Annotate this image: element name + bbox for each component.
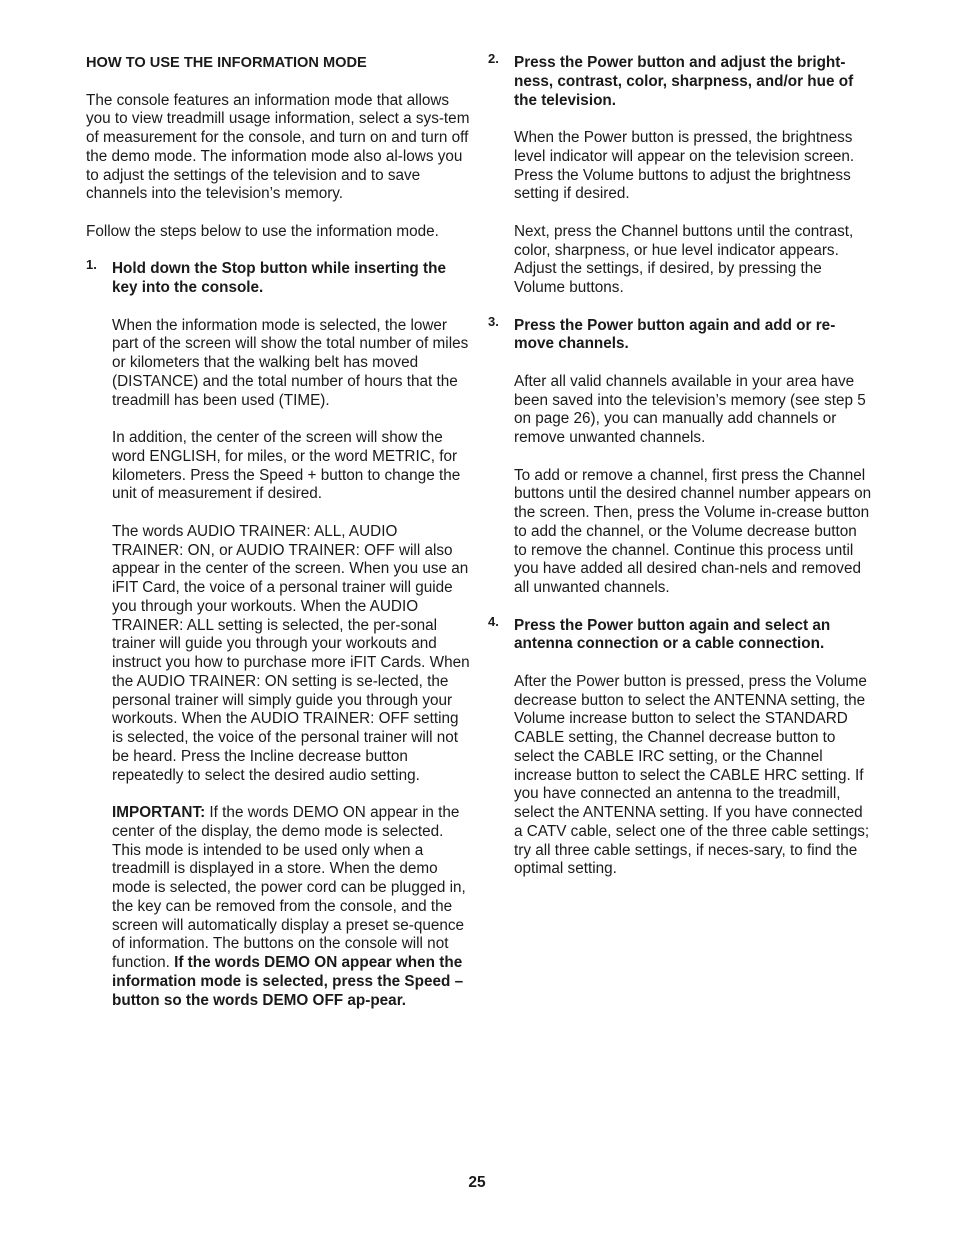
page-number: 25 <box>468 1174 486 1191</box>
step-body <box>514 673 873 879</box>
step-paragraph: After all valid channels available in your area have been saved into the television’s memory (see step 5 on page 26), you can manually add channels or remove unwanted channels. <box>514 372 866 446</box>
step-paragraph: To add or remove a channel, first press the Channel buttons until the desired channel number appears on the screen. Then, press the Volume in-crease button to add the channel, or the Volume decrease button to remove the channel. Continue this process until you have added all desired chan-nels and removed all unwanted channels. <box>514 466 872 596</box>
important-label: IMPORTANT: <box>112 804 206 821</box>
intro-paragraph: The console features an information mode that allows you to view treadmill usage information, select a sys-tem of measurement for the console, and turn on and turn off the demo mode. The information mode also al-lows you to adjust the settings of the television and to save channels into the television’s memory. <box>86 91 470 203</box>
left-column <box>86 54 470 1029</box>
follow-steps-text: Follow the steps below to use the information mode. <box>86 222 439 240</box>
step-paragraph: Next, press the Channel buttons until the contrast, color, sharpness, or hue level indicator appears. Adjust the settings, if desired, by pressing the Volume buttons. <box>514 222 854 296</box>
step-4 <box>488 613 873 880</box>
step-number: 4. <box>488 613 499 629</box>
step-number: 1. <box>86 257 97 273</box>
step-body <box>514 129 873 298</box>
step-title: Press the Power button again and add or re-move channels. <box>514 316 836 353</box>
important-text: If the words DEMO ON appear in the center of the display, the demo mode is selected. This mode is intended to be used only when a treadmill is displayed in a store. When the demo mode is selected, the power cord can be plugged in, the key can be removed from the console, and the screen will automatically display a preset se-quence of information. The buttons on the console will not function. <box>112 804 466 971</box>
step-title: Press the Power button and adjust the bright-ness, contrast, color, sharpness, and/or hue of the television. <box>514 54 854 109</box>
section-heading: HOW TO USE THE INFORMATION MODE <box>86 55 367 71</box>
right-column <box>488 51 873 898</box>
step-paragraph: In addition, the center of the screen will show the word ENGLISH, for miles, or the word METRIC, for kilometers. Press the Speed + button to change the unit of measurement if desired. <box>112 429 461 503</box>
step-paragraph: After the Power button is pressed, press the Volume decrease button to select the ANTENNA setting, the Volume increase button to select the STANDARD CABLE setting, the Channel decrease button to select the CABLE IRC setting, or the Channel increase button to select the CABLE HRC setting. If you have connected an antenna to the treadmill, select the ANTENNA setting. If you have connected a CATV cable, select one of the three cable settings; try all three cable settings, if neces-sary, to find the optimal setting. <box>514 672 870 878</box>
step-body <box>112 317 470 1011</box>
step-body <box>514 373 873 598</box>
step-paragraph: When the Power button is pressed, the brightness level indicator will appear on the television screen. Press the Volume buttons to adjust the brightness setting if desired. <box>514 129 855 203</box>
step-title: Press the Power button again and select an antenna connection or a cable connection. <box>514 616 831 653</box>
step-3 <box>488 313 873 598</box>
step-number: 3. <box>488 313 499 329</box>
important-bold-text: If the words DEMO ON appear when the information mode is selected, press the Speed – button so the words DEMO OFF ap-pear. <box>112 954 464 1009</box>
step-1 <box>86 257 470 1010</box>
step-paragraph: The words AUDIO TRAINER: ALL, AUDIO TRAINER: ON, or AUDIO TRAINER: OFF will also appear in the center of the screen. When you use an iFIT Card, the voice of a personal trainer will guide you through your workouts. When the AUDIO TRAINER: ALL setting is selected, the per-sonal trainer will guide you through your workouts and instruct you how to purchase more iFIT Cards. When the AUDIO TRAINER: ON setting is se-lected, the personal trainer will simply guide you through your workouts. When the AUDIO TRAINER: OFF setting is selected, the voice of the personal trainer will not be heard. Press the Incline decrease button repeatedly to select the desired audio setting. <box>112 522 470 784</box>
step-title: Hold down the Stop button while inserting the key into the console. <box>112 260 446 296</box>
step-paragraph: When the information mode is selected, the lower part of the screen will show the total number of miles or kilometers that the walking belt has moved (DISTANCE) and the total number of hours that the treadmill has been used (TIME). <box>112 316 469 409</box>
important-note <box>112 804 470 1010</box>
step-2 <box>488 51 873 298</box>
step-number: 2. <box>488 51 499 66</box>
